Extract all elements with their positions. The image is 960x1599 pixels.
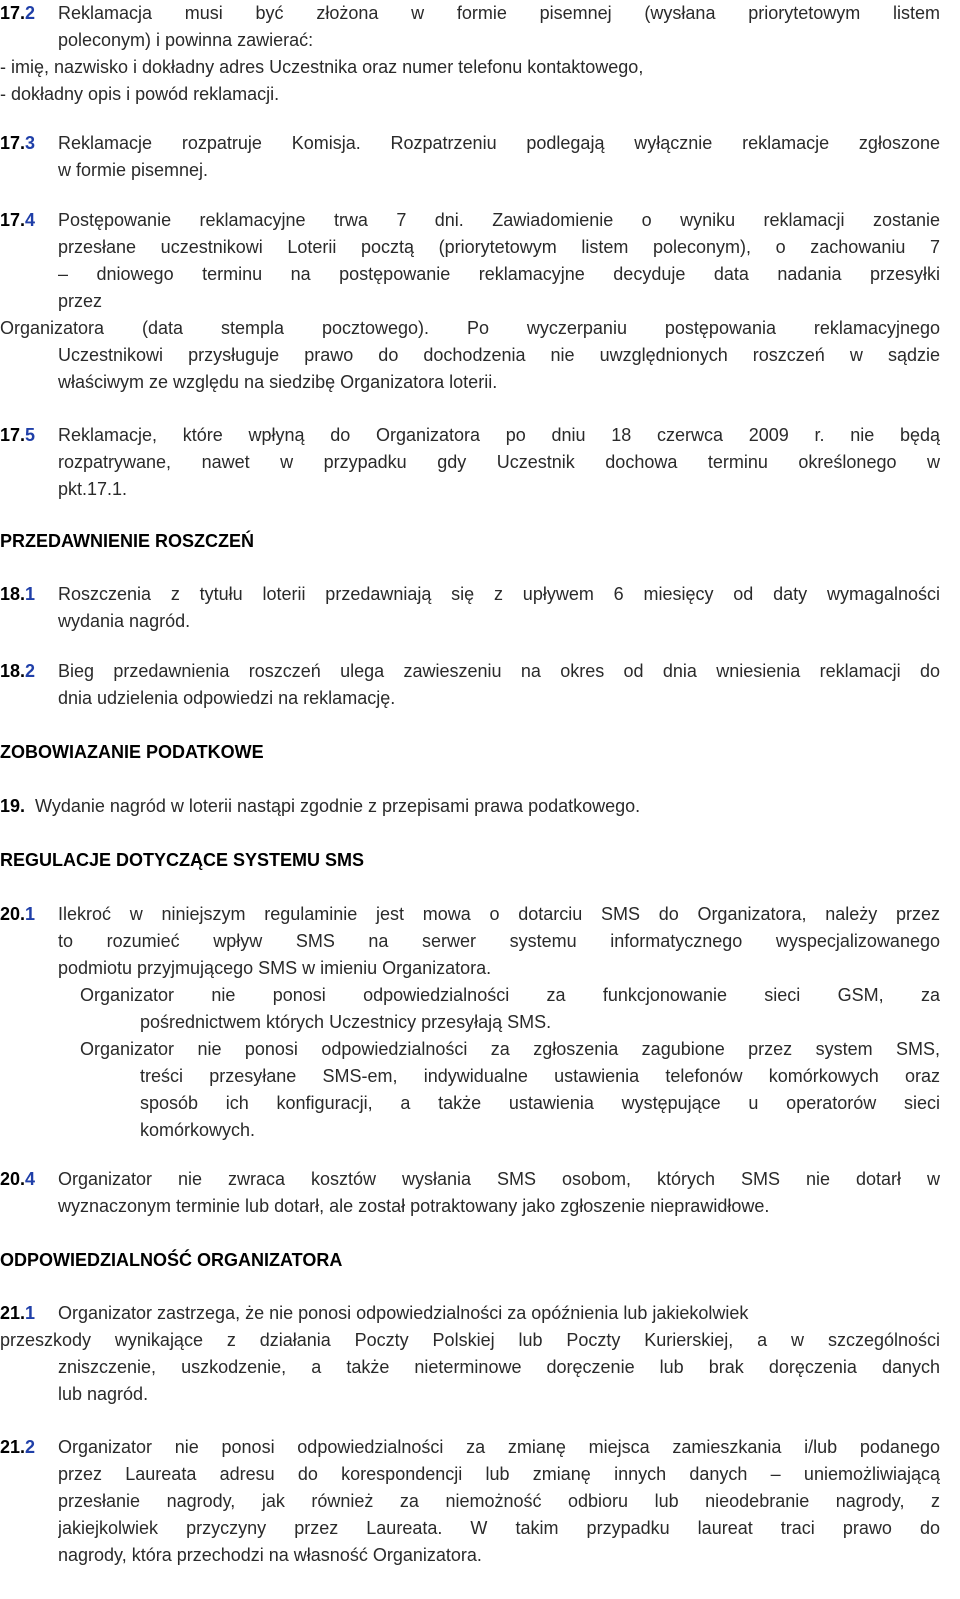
text-20-3-l4: komórkowych. <box>140 1120 256 1140</box>
text-20-1-l3: podmiotu przyjmującego SMS w imieniu Organizatora. <box>58 958 492 978</box>
text-17-5-l1: Reklamacje, które wpłyną do Organizatora po dniu 18 czerwca 2009 r. nie będą <box>58 425 940 445</box>
heading-zobowiazanie: ZOBOWIAZANIE PODATKOWE <box>0 742 264 762</box>
text-17-5-l3: pkt.17.1. <box>58 479 128 499</box>
text-21-2-l3: przesłanie nagrody, jak również za niemożność odbioru lub nieodebranie nagrody, z <box>58 1491 940 1511</box>
heading-odpowiedzialnosc: ODPOWIEDZIALNOŚĆ ORGANIZATORA <box>0 1250 343 1270</box>
text-19-l1: Wydanie nagród w loterii nastąpi zgodnie z przepisami prawa podatkowego. <box>35 796 641 816</box>
section-number-20-4: 20.4 <box>0 1169 36 1189</box>
text-17-5-l2: rozpatrywane, nawet w przypadku gdy Uczestnik dochowa terminu określonego w <box>58 452 940 472</box>
text-17-4-l1: Postępowanie reklamacyjne trwa 7 dni. Zawiadomienie o wyniku reklamacji zostanie <box>58 210 940 230</box>
text-20-1-l1: Ilekroć w niniejszym regulaminie jest mowa o dotarciu SMS do Organizatora, należy przez <box>58 904 940 924</box>
text-20-4-l2: wyznaczonym terminie lub dotarł, ale został potraktowany jako zgłoszenie nieprawidłowe. <box>58 1196 770 1216</box>
section-number-17-4: 17.4 <box>0 210 36 230</box>
section-number-21-2: 21.2 <box>0 1437 36 1457</box>
text-21-1-l3: zniszczenie, uszkodzenie, a także nieterminowe doręczenie lub brak doręczenia danych <box>58 1357 940 1377</box>
text-17-2-l1: Reklamacja musi być złożona w formie pisemnej (wysłana priorytetowym listem <box>58 3 940 23</box>
text-21-1-l4: lub nagród. <box>58 1384 149 1404</box>
text-20-3-l1: Organizator nie ponosi odpowiedzialności za zgłoszenia zagubione przez system SMS, <box>80 1039 940 1059</box>
text-17-4-l5: Organizatora (data stempla pocztowego). Po wyczerpaniu postępowania reklamacyjnego <box>0 318 940 338</box>
text-20-4-l1: Organizator nie zwraca kosztów wysłania SMS osobom, których SMS nie dotarł w <box>58 1169 940 1189</box>
text-17-4-l4: przez <box>58 291 103 311</box>
text-21-1-l2: przeszkody wynikające z działania Poczty Polskiej lub Poczty Kurierskiej, a w szczególności <box>0 1330 940 1350</box>
text-17-3-l2: w formie pisemnej. <box>58 160 209 180</box>
text-18-2-l2: dnia udzielenia odpowiedzi na reklamację. <box>58 688 396 708</box>
text-18-1-l1: Roszczenia z tytułu loterii przedawniają się z upływem 6 miesięcy od daty wymagalności <box>58 584 940 604</box>
section-number-17-3: 17.3 <box>0 133 36 153</box>
text-18-1-l2: wydania nagród. <box>58 611 191 631</box>
text-20-2-l1: Organizator nie ponosi odpowiedzialności za funkcjonowanie sieci GSM, za <box>80 985 940 1005</box>
text-21-2-l5: nagrody, która przechodzi na własność Organizatora. <box>58 1545 482 1565</box>
text-20-1-l2: to rozumieć wpływ SMS na serwer systemu informatycznego wyspecjalizowanego <box>58 931 940 951</box>
heading-przedawnienie: PRZEDAWNIENIE ROSZCZEŃ <box>0 531 255 551</box>
text-17-2-l2: poleconym) i powinna zawierać: <box>58 30 314 50</box>
text-18-2-l1: Bieg przedawnienia roszczeń ulega zawieszeniu na okres od dnia wniesienia reklamacji do <box>58 661 940 681</box>
text-17-4-l7: właściwym ze względu na siedzibę Organizatora loterii. <box>58 372 498 392</box>
text-17-2-l3: - imię, nazwisko i dokładny adres Uczestnika oraz numer telefonu kontaktowego, <box>0 57 644 77</box>
heading-sms: REGULACJE DOTYCZĄCE SYSTEMU SMS <box>0 850 365 870</box>
text-21-1-l1: Organizator zastrzega, że nie ponosi odpowiedzialności za opóźnienia lub jakiekolwiek <box>58 1303 749 1323</box>
section-number-17-5: 17.5 <box>0 425 36 445</box>
text-21-2-l1: Organizator nie ponosi odpowiedzialności za zmianę miejsca zamieszkania i/lub podanego <box>58 1437 940 1457</box>
text-21-2-l4: jakiejkolwiek przyczyny przez Laureata. W takim przypadku laureat traci prawo do <box>58 1518 940 1538</box>
section-number-17-2: 17.2 <box>0 3 36 23</box>
text-21-2-l2: przez Laureata adresu do korespondencji lub zmianę innych danych – uniemożliwiającą <box>58 1464 940 1484</box>
section-number-18-2: 18.2 <box>0 661 36 681</box>
text-17-4-l2: przesłane uczestnikowi Loterii pocztą (priorytetowym listem poleconym), o zachowaniu 7 <box>58 237 940 257</box>
text-20-3-l3: sposób ich konfiguracji, a także ustawienia występujące u operatorów sieci <box>140 1093 940 1113</box>
section-number-20-1: 20.1 <box>0 904 36 924</box>
section-number-19: 19. <box>0 796 26 816</box>
text-17-4-l3: – dniowego terminu na postępowanie reklamacyjne decyduje data nadania przesyłki <box>58 264 940 284</box>
text-20-3-l2: treści przesyłane SMS-em, indywidualne ustawienia telefonów komórkowych oraz <box>140 1066 940 1086</box>
text-17-2-l4: - dokładny opis i powód reklamacji. <box>0 84 280 104</box>
section-number-18-1: 18.1 <box>0 584 36 604</box>
text-17-3-l1: Reklamacje rozpatruje Komisja. Rozpatrzeniu podlegają wyłącznie reklamacje zgłoszone <box>58 133 940 153</box>
section-number-21-1: 21.1 <box>0 1303 36 1323</box>
text-17-4-l6: Uczestnikowi przysługuje prawo do dochodzenia nie uwzględnionych roszczeń w sądzie <box>58 345 940 365</box>
text-20-2-l2: pośrednictwem których Uczestnicy przesyłają SMS. <box>140 1012 552 1032</box>
